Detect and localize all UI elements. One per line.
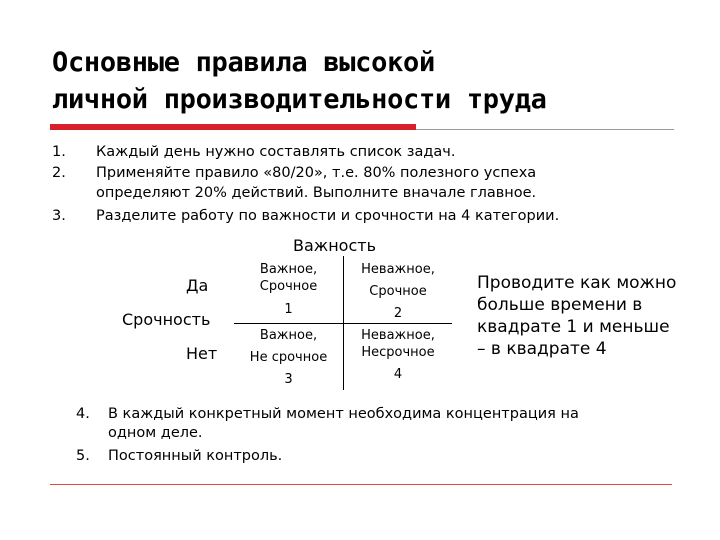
cell-line: Несрочное xyxy=(361,345,435,360)
yes-label: Да xyxy=(186,276,209,295)
cell-number: 1 xyxy=(284,302,293,317)
cell-line: Неважное, xyxy=(361,328,435,343)
matrix-cell-4 xyxy=(344,326,452,385)
slide-title xyxy=(52,44,692,118)
list-text: Постоянный контроль. xyxy=(108,448,283,464)
rules-list-bottom xyxy=(76,405,676,469)
list-number: 5. xyxy=(76,448,90,464)
list-text: Применяйте правило «80/20», т.е. 80% полезного успеха xyxy=(96,165,537,181)
list-text: Каждый день нужно составлять список задач. xyxy=(96,144,456,160)
cell-number: 2 xyxy=(393,306,403,321)
list-text: определяют 20% действий. Выполните вначале главное. xyxy=(96,185,537,201)
list-text: В каждый конкретный момент необходима концентрация на xyxy=(108,406,579,422)
note-line: больше времени в xyxy=(477,295,643,315)
priority-matrix xyxy=(234,256,452,390)
title-line-1: Основные правила высокой xyxy=(52,47,435,78)
list-number: 3. xyxy=(52,208,66,224)
note-line: Проводите как можно xyxy=(477,273,677,293)
title-underline-red xyxy=(50,124,416,130)
list-number: 2. xyxy=(52,165,66,181)
cell-number: 4 xyxy=(393,367,403,382)
bottom-rule xyxy=(50,484,672,485)
cell-line: Неважное, xyxy=(361,262,435,277)
list-text: Разделите работу по важности и срочности на 4 категории. xyxy=(96,208,560,224)
importance-label: Важность xyxy=(293,236,376,255)
cell-line: Важное, xyxy=(259,262,318,277)
matrix-cell-2 xyxy=(344,260,452,324)
urgency-label: Срочность xyxy=(122,310,211,329)
title-line-2: личной производительности труда xyxy=(52,84,547,115)
matrix-cell-1 xyxy=(234,260,343,320)
list-number: 1. xyxy=(52,144,66,160)
cell-line: Срочное xyxy=(259,279,318,294)
list-text: одном деле. xyxy=(108,425,203,441)
advice-note xyxy=(477,272,713,360)
matrix-cell-3 xyxy=(234,326,343,390)
note-line: квадрате 1 и меньше xyxy=(477,317,670,337)
rules-list-top xyxy=(52,143,672,229)
note-line: – в квадрате 4 xyxy=(477,339,607,359)
cell-line: Не срочное xyxy=(249,350,328,365)
list-number: 4. xyxy=(76,406,90,422)
cell-line: Срочное xyxy=(369,284,427,299)
cell-number: 3 xyxy=(284,372,293,387)
cell-line: Важное, xyxy=(259,328,318,343)
no-label: Нет xyxy=(186,344,218,363)
